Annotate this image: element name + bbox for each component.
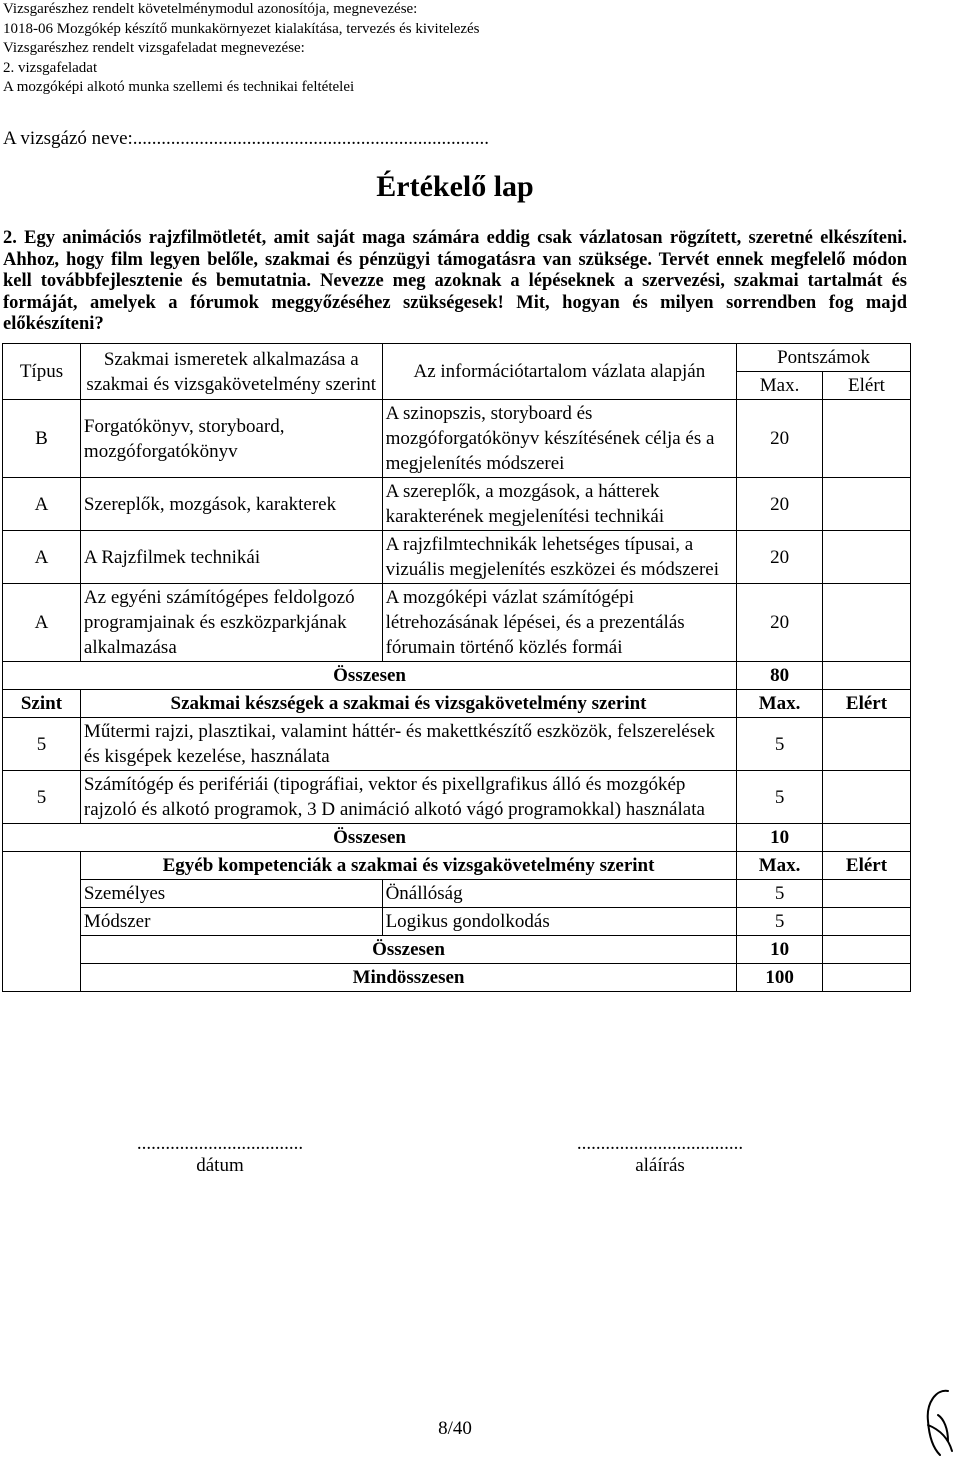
row-max: 20: [737, 400, 823, 478]
other-header-row: [3, 852, 911, 880]
table-row: [3, 478, 911, 531]
subtotal-row: [3, 824, 911, 852]
header-module-name: 1018-06 Mozgókép készítő munkakörnyezet kialakítása, tervezés és kivitelezés: [3, 20, 480, 37]
subtotal-max: 10: [737, 936, 823, 964]
task-description: 2. Egy animációs rajzfilmötletét, amit saját maga számára eddig csak vázlatosan rögzített, szeretné elkészíteni. Ahhoz, hogy film legyen belőle, szakmai és pénzügyi támogatásra van szüksége. Tervét ennek megfelelő módon kell továbbfejlesztenie és bemutatnia. Nevezze meg azoknak a lépéseknek a szervezési, szakmai tartalmát és formáját, amelyek a fórumok meggyőzéséhez szükségesek! Mit, hogyan és milyen sorrendben fog majd előkészíteni?: [3, 228, 907, 334]
table-row: [3, 771, 911, 824]
table-row: [3, 400, 911, 478]
header-elert: Elért: [823, 372, 911, 400]
header-max: Max.: [737, 852, 823, 880]
header-task-label: Vizsgarészhez rendelt vizsgafeladat megnevezése:: [3, 40, 305, 56]
row-max: 20: [737, 478, 823, 531]
row-topic: Az egyéni számítógépes feldolgozó programjainak és eszközparkjának alkalmazása: [80, 584, 382, 662]
row-elert-cell[interactable]: [823, 880, 911, 908]
row-type: A: [3, 478, 81, 531]
table-row: [3, 718, 911, 771]
header-szint: Szint: [3, 690, 81, 718]
header-task-name: A mozgóképi alkotó munka szellemi és technikai feltételei: [3, 79, 355, 95]
row-level: 5: [3, 718, 81, 771]
row-type: B: [3, 400, 81, 478]
subtotal-elert-cell[interactable]: [823, 662, 911, 690]
row-max: 5: [737, 880, 823, 908]
header-info: Az információtartalom vázlata alapján: [382, 344, 737, 400]
row-item: Logikus gondolkodás: [382, 908, 737, 936]
evaluation-table: [2, 343, 911, 992]
signature-label: aláírás: [635, 1155, 685, 1176]
grand-total-row: [3, 964, 911, 992]
row-item: Önállóság: [382, 880, 737, 908]
page-title: Értékelő lap: [376, 170, 534, 203]
row-elert-cell[interactable]: [823, 718, 911, 771]
row-info: A mozgóképi vázlat számítógépi létrehozásának lépései, és a prezentálás fórumain történő közlés formái: [382, 584, 737, 662]
date-line[interactable]: ...................................: [136, 1133, 304, 1154]
row-elert-cell[interactable]: [823, 584, 911, 662]
subtotal-row: [3, 662, 911, 690]
header-elert: Elért: [823, 690, 911, 718]
subtotal-label: Összesen: [80, 936, 736, 964]
header-max: Max.: [737, 690, 823, 718]
row-elert-cell[interactable]: [823, 908, 911, 936]
row-max: 20: [737, 531, 823, 584]
subtotal-elert-cell[interactable]: [823, 824, 911, 852]
row-topic: Forgatókönyv, storyboard, mozgóforgatókönyv: [80, 400, 382, 478]
table-row: [3, 584, 911, 662]
subtotal-elert-cell[interactable]: [823, 936, 911, 964]
subtotal-row: [3, 936, 911, 964]
grand-total-elert-cell[interactable]: [823, 964, 911, 992]
subtotal-max: 10: [737, 824, 823, 852]
header-module-label: Vizsgarészhez rendelt követelménymodul azonosítója, megnevezése:: [3, 1, 418, 17]
row-topic: Szereplők, mozgások, karakterek: [80, 478, 382, 531]
grand-total-label: Mindösszesen: [80, 964, 736, 992]
skills-header-row: [3, 690, 911, 718]
header-points: Pontszámok: [737, 344, 911, 372]
row-skill: Számítógép és perifériái (tipográfiai, vektor és pixellgrafikus álló és mozgókép rajzoló és alkotó programok, 3 D animáció alkotó vágó programokkal) használata: [80, 771, 736, 824]
row-max: 5: [737, 771, 823, 824]
examinee-name-line: A vizsgázó neve:...........................................................................: [3, 128, 490, 149]
row-max: 20: [737, 584, 823, 662]
row-info: A szinopszis, storyboard és mozgóforgatókönyv készítésének célja és a megjelenítés módszerei: [382, 400, 737, 478]
date-block: [80, 1133, 360, 1177]
subtotal-label: Összesen: [3, 662, 737, 690]
table-row: [3, 908, 911, 936]
header-tipus: Típus: [3, 344, 81, 400]
grand-total-max: 100: [737, 964, 823, 992]
row-info: A rajzfilmtechnikák lehetséges típusai, a vizuális megjelenítés eszközei és módszerei: [382, 531, 737, 584]
row-topic: A Rajzfilmek technikái: [80, 531, 382, 584]
handwritten-initial-icon: [918, 1385, 958, 1460]
header-elert: Elért: [823, 852, 911, 880]
header-max: Max.: [737, 372, 823, 400]
signature-line[interactable]: ...................................: [576, 1133, 744, 1154]
row-elert-cell[interactable]: [823, 531, 911, 584]
row-category: Módszer: [80, 908, 382, 936]
row-type: A: [3, 584, 81, 662]
header-knowledge: Szakmai ismeretek alkalmazása a szakmai és vizsgakövetelmény szerint: [80, 344, 382, 400]
row-max: 5: [737, 718, 823, 771]
document-header: [3, 0, 480, 98]
header-other: Egyéb kompetenciák a szakmai és vizsgakövetelmény szerint: [80, 852, 736, 880]
row-info: A szereplők, a mozgások, a hátterek karakterének megjelenítési technikái: [382, 478, 737, 531]
table-row: [3, 531, 911, 584]
row-max: 5: [737, 908, 823, 936]
row-elert-cell[interactable]: [823, 771, 911, 824]
page-number: 8/40: [438, 1418, 472, 1439]
date-label: dátum: [196, 1155, 244, 1176]
row-level: 5: [3, 771, 81, 824]
signature-block: [520, 1133, 800, 1177]
subtotal-max: 80: [737, 662, 823, 690]
spacer-cell: [3, 852, 81, 992]
subtotal-label: Összesen: [3, 824, 737, 852]
row-category: Személyes: [80, 880, 382, 908]
knowledge-header-row: [3, 344, 911, 372]
header-task-number: 2. vizsgafeladat: [3, 59, 98, 76]
row-type: A: [3, 531, 81, 584]
row-skill: Műtermi rajzi, plasztikai, valamint háttér- és makettkészítő eszközök, felszerelések és kisgépek kezelése, használata: [80, 718, 736, 771]
row-elert-cell[interactable]: [823, 400, 911, 478]
row-elert-cell[interactable]: [823, 478, 911, 531]
header-skills: Szakmai készségek a szakmai és vizsgakövetelmény szerint: [80, 690, 736, 718]
table-row: [3, 880, 911, 908]
